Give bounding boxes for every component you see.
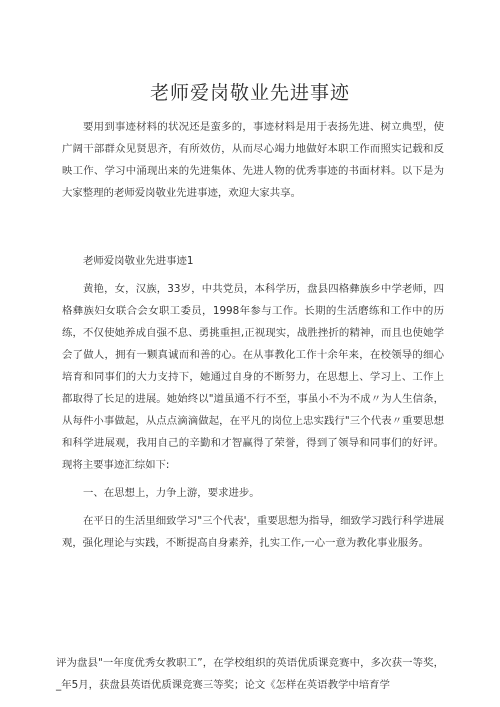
- continuation-block: [56, 652, 444, 696]
- intro-paragraph: 要用到事迹材料的状况还是蛮多的，事迹材料是用于表扬先进、树立典型，使广阔干部群众见贤思齐，有所效仿，从而尽心竭力地做好本职工作而照实记载和反映工作、学习中涌现出来的先进集体、先进人物的优秀事迹的书面材料。以下是为大家整理的老师爱岗敬业先进事迹，欢迎大家共享。: [62, 121, 444, 199]
- point-paragraph: 在平日的生活里细致学习"三个代表'，重要思想为指导，细致学习践行科学进展观，强化理论与实践，不断提高自身素养，扎实工作,一心一意为教化事业服务。: [62, 515, 444, 549]
- continuation-paragraph: 评为盘县"一年度优秀女教职工”，在学校组织的英语优质课竞赛中，多次获一等奖，_年5月，获盘县英语优质课竞赛三等奖；论文《怎样在英语教学中培育学: [56, 657, 444, 691]
- section-heading: 老师爱岗敬业先进事迹1: [83, 255, 194, 267]
- section-block: [62, 250, 444, 554]
- story-paragraph: 黄艳，女，汉族，33岁，中共党员，本科学历，盘县四格彝族乡中学老师，四格彝族妇女联合会女职工委员，1998年参与工作。长期的生活磨练和工作中的历练，不仅使她养成自强不息、勇挑重担,正视现实，战胜挫折的精神，而且也使她学会了做人，拥有一颗真诚而和善的心。在从事教化工作十余年来，在校领导的细心培育和同事们的大力支持下，她通过自身的不断努力，在思想上、学习上、工作上都取得了长足的进展。她始终以"道虽通不行不至，事虽小不为不成〃为人生信条，从每件小事做起，从点点滴滴做起，在平凡的岗位上忠实践行"三个代表〃重要思想和科学进展观，我用自己的辛勤和才智赢得了荣誉，得到了领导和同事们的好评。现将主要事迹汇综如下:: [62, 283, 444, 471]
- document-title: 老师爱岗敬业先进事迹: [149, 82, 350, 104]
- point-heading: 一、在思想上，力争上游，要求进步。: [83, 487, 260, 499]
- intro-block: [62, 116, 444, 204]
